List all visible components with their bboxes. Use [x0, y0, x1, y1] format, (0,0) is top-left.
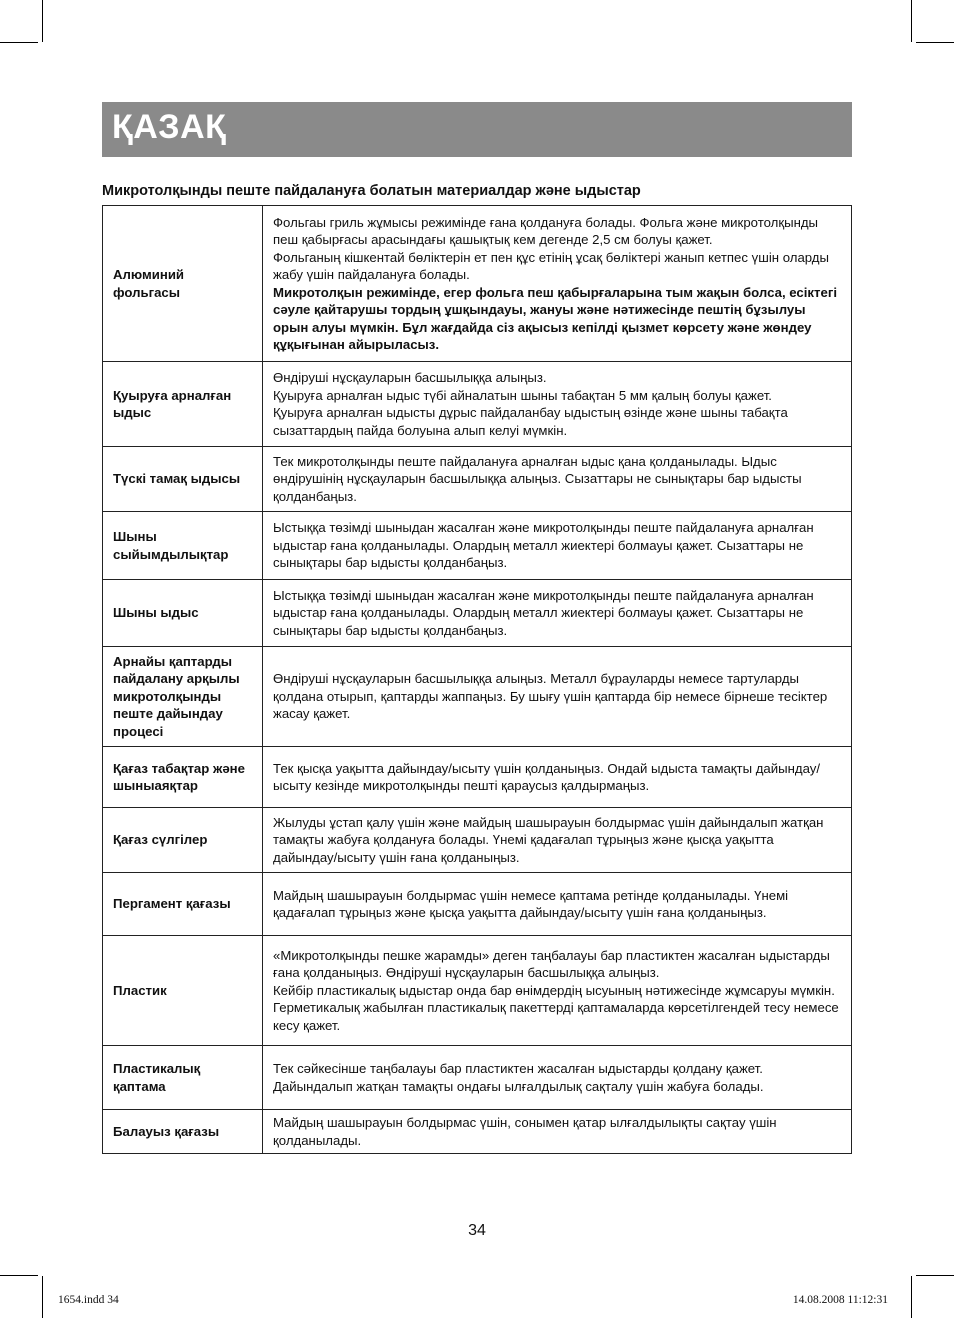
- table-row: [103, 647, 852, 747]
- description-paragraph: Фольганың кішкентай бөліктерін ет пен құс етінің ұсақ бөліктері жанып кетпес үшін оларды жабу үшін пайдалануға болады.: [273, 249, 829, 282]
- material-name: Түскі тамақ ыдысы: [103, 447, 263, 512]
- description-paragraph: Ыстыққа төзімді шыныдан жасалған және микротолқынды пеште пайдалануға арналған ыдыстар ғана қолданылады. Олардың металл жиектері болмауы қажет. Сызаттары не сынықтары бар ыдысты қолданбаңыз.: [273, 520, 814, 571]
- crop-mark: [916, 1275, 954, 1276]
- description-paragraph: Микротолқын режимінде, егер фольга пеш қабырғаларына тым жақын болса, есіктегі сәуле қайтарушы тордың ұшқындауы, жануы және нәтижесінде пештің бұзылуы орын алуы мүмкін. Бұл жағдайда сіз ақысыз кепілді қызмет көрсету және жөндеу құқығынан айырыласыз.: [273, 284, 837, 352]
- material-description: [263, 808, 852, 873]
- material-name: Пергамент қағазы: [103, 873, 263, 936]
- page-number: 34: [468, 1222, 486, 1239]
- table-row: [103, 1110, 852, 1154]
- materials-table: [102, 205, 852, 1154]
- crop-mark: [916, 42, 954, 43]
- crop-mark: [911, 0, 912, 42]
- table-row: [103, 362, 852, 447]
- material-name: Пластикалық қаптама: [103, 1046, 263, 1110]
- material-name: Шыны ыдыс: [103, 580, 263, 647]
- materials-table-body: [103, 206, 852, 1154]
- table-row: [103, 512, 852, 580]
- material-description: [263, 362, 852, 447]
- material-name: Қуыруға арналған ыдыс: [103, 362, 263, 447]
- description-paragraph: Майдың шашырауын болдырмас үшін немесе қаптама ретінде қолданылады. Үнемі қадағалап тұрыңыз және қысқа уақытта дайындау/ысыту үшін ғана қолданыңыз.: [273, 887, 789, 920]
- description-paragraph: Тек сәйкесінше таңбалауы бар пластиктен жасалған ыдыстарды қолдану қажет. Дайындалып жатқан тамақты ондағы ылғалдылық сақталу үшін жабуға болады.: [273, 1061, 764, 1094]
- material-name: Балауыз қағазы: [103, 1110, 263, 1154]
- footer-file: 1654.indd 34: [58, 1294, 119, 1306]
- description-paragraph: Өндіруші нұсқауларын басшылыққа алыңыз. Металл бұрауларды немесе тартуларды қолдана отырып, қаптарды жаппаңыз. Бу шығу үшін қаптарда бір немесе бірнеше тесіктер жасау қажет.: [273, 671, 828, 722]
- section-title: Микротолқынды пеште пайдалануға болатын материалдар және ыдыстар: [102, 183, 641, 199]
- banner-title: ҚАЗАҚ: [112, 108, 227, 146]
- table-row: [103, 936, 852, 1046]
- table-row: [103, 808, 852, 873]
- material-description: [263, 647, 852, 747]
- material-name: Арнайы қаптарды пайдалану арқылы микротолқынды пеште дайындау процесі: [103, 647, 263, 747]
- footer-timestamp: 14.08.2008 11:12:31: [792, 1294, 888, 1306]
- description-paragraph: Жылуды ұстап қалу үшін және майдың шашырауын болдырмас үшін дайындалып жатқан тамақты жабуға қолдануға болады. Үнемі қадағалап тұрыңыз және қысқа уақытта дайындау/ысыту үшін ғана қолданыңыз.: [273, 814, 824, 865]
- description-paragraph: Қуыруға арналған ыдыс түбі айналатын шыны табақтан 5 мм қалың болуы қажет.: [273, 387, 772, 403]
- table-row: [103, 747, 852, 808]
- crop-mark: [0, 1275, 38, 1276]
- material-name: Алюминий фольгасы: [103, 206, 263, 362]
- description-paragraph: Ыстыққа төзімді шыныдан жасалған және микротолқынды пеште пайдалануға арналған ыдыстар ғана қолданылады. Олардың металл жиектері болмауы қажет. Сызаттары не сынықтары бар ыдысты қолданбаңыз.: [273, 587, 814, 638]
- crop-mark: [42, 1276, 43, 1318]
- table-row: [103, 447, 852, 512]
- material-description: [263, 873, 852, 936]
- material-description: [263, 1046, 852, 1110]
- material-name: Қағаз табақтар және шыныаяқтар: [103, 747, 263, 808]
- crop-mark: [0, 42, 38, 43]
- table-row: [103, 873, 852, 936]
- table-row: [103, 1046, 852, 1110]
- material-name: Пластик: [103, 936, 263, 1046]
- material-description: [263, 512, 852, 580]
- description-paragraph: Фольгаы гриль жұмысы режимінде ғана қолдануға болады. Фольга және микротолқынды пеш қабырғасы арасындағы қашықтық кем дегенде 2,5 см болуы қажет.: [273, 214, 819, 247]
- material-description: [263, 936, 852, 1046]
- description-paragraph: «Микротолқынды пешке жарамды» деген таңбалауы бар пластиктен жасалған ыдыстарды ғана қолданыңыз. Өндіруші нұсқауларын басшылыққа алыңыз.: [273, 947, 830, 981]
- description-paragraph: Қуыруға арналған ыдысты дұрыс пайдаланбау ыдыстың өзінде және шыны табақта сызаттардың пайда болуына алып келуі мүмкін.: [273, 405, 788, 438]
- table-row: [103, 206, 852, 362]
- table-row: [103, 580, 852, 647]
- crop-mark: [911, 1276, 912, 1318]
- material-description: [263, 447, 852, 512]
- material-name: Шыны сыйымдылықтар: [103, 512, 263, 580]
- material-description: [263, 747, 852, 808]
- material-description: [263, 1110, 852, 1154]
- material-description: [263, 580, 852, 647]
- description-paragraph: Өндіруші нұсқауларын басшылыққа алыңыз.: [273, 370, 547, 385]
- description-paragraph: Тек қысқа уақытта дайындау/ысыту үшін қолданыңыз. Ондай ыдыста тамақты дайындау/ысыту кезінде микротолқынды пешті қараусыз қалдырмаңыз.: [273, 760, 821, 793]
- material-name: Қағаз сүлгілер: [103, 808, 263, 873]
- description-paragraph: Кейбір пластикалық ыдыстар онда бар өнімдердің ысуының нәтижесінде жұмсаруы мүмкін.: [273, 982, 835, 998]
- description-paragraph: Тек микротолқынды пеште пайдалануға арналған ыдыс қана қолданылады. Ыдыс өндірушінің нұсқауларын басшылыққа алыңыз. Сызаттары не сынықтары бар ыдысты қолданбаңыз.: [273, 453, 802, 504]
- description-paragraph: Герметикалық жабылған пластикалық пакеттерді қаптамаларда көрсетілгендей тесу немесе кесу қажет.: [273, 1000, 839, 1033]
- crop-mark: [42, 0, 43, 42]
- material-description: [263, 206, 852, 362]
- language-banner: [102, 102, 852, 157]
- description-paragraph: Майдың шашырауын болдырмас үшін, сонымен қатар ылғалдылықты сақтау үшін қолданылады.: [273, 1115, 777, 1148]
